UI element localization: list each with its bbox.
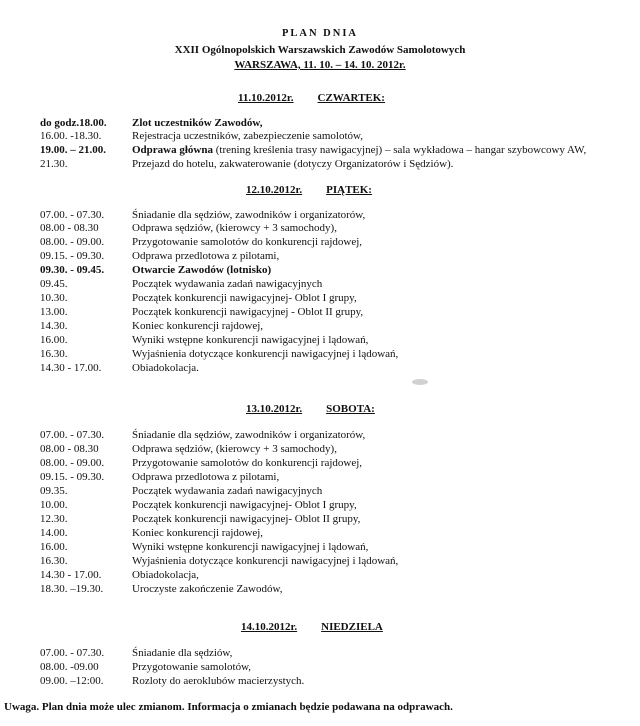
row-time: 13.00.	[40, 306, 68, 318]
schedule-row	[40, 210, 640, 223]
day-date: 12.10.2012r.	[246, 184, 303, 196]
schedule-row	[40, 500, 640, 513]
row-description: Uroczyste zakończenie Zawodów,	[132, 583, 283, 595]
document-subtitle: XXII Ogólnopolskich Warszawskich Zawodów Samolotowych	[174, 44, 466, 56]
schedule-row	[40, 159, 640, 172]
row-description: Wyniki wstępne konkurencji nawigacyjnej i lądowań,	[132, 334, 369, 346]
row-description: Przejazd do hotelu, zakwaterowanie (dotyczy Organizatorów i Sędziów).	[132, 158, 454, 170]
row-description: Rozloty do aeroklubów macierzystych.	[132, 675, 305, 687]
row-time: 07.00. - 07.30.	[40, 647, 105, 659]
row-time: 14.00.	[40, 527, 68, 539]
row-description: Początek konkurencji nawigacyjnej- Oblot I grupy,	[132, 499, 357, 511]
row-time: 16.00.	[40, 334, 68, 346]
row-description: Początek wydawania zadań nawigacyjnych	[132, 485, 323, 497]
row-description-rest: (trening kreślenia trasy nawigacyjnej) – sala wykładowa – hangar szybowcowy AW,	[213, 144, 587, 156]
row-time: 09.45.	[40, 278, 68, 290]
row-time: 08.00. - 09.00.	[40, 236, 105, 248]
row-description: Otwarcie Zawodów (lotnisko)	[132, 264, 272, 276]
day-weekday: SOBOTA:	[326, 403, 375, 415]
row-time: 08.00. - 09.00.	[40, 457, 105, 469]
schedule-row	[40, 570, 640, 583]
row-description: Początek konkurencji nawigacyjnej - Oblot II grupy,	[132, 306, 364, 318]
row-time: 14.30 - 17.00.	[40, 569, 102, 581]
footer-note: Uwaga. Plan dnia może ulec zmianom. Informacja o zmianach będzie podawana na odprawach.	[4, 701, 453, 713]
row-time: 16.30.	[40, 348, 68, 360]
schedule-row	[40, 145, 640, 158]
row-description: Odprawa sędziów, (kierowcy + 3 samochody),	[132, 443, 337, 455]
schedule-row	[40, 556, 640, 569]
row-description: Śniadanie dla sędziów, zawodników i organizatorów,	[132, 429, 366, 441]
row-description: Przygotowanie samolotów do konkurencji rajdowej,	[132, 236, 363, 248]
row-time: 19.00. – 21.00.	[40, 144, 106, 156]
schedule-row	[40, 363, 640, 376]
schedule-row	[40, 472, 640, 485]
schedule-row	[40, 279, 640, 292]
schedule-row	[40, 662, 640, 675]
row-time: 14.30.	[40, 320, 68, 332]
row-description: Śniadanie dla sędziów,	[132, 647, 233, 659]
row-description: Przygotowanie samolotów do konkurencji rajdowej,	[132, 457, 363, 469]
row-description: Rejestracja uczestników, zabezpieczenie samolotów,	[132, 130, 363, 142]
schedule-row	[40, 223, 640, 236]
schedule-row	[40, 265, 640, 278]
schedule-row	[40, 542, 640, 555]
row-description: Odprawa przedlotowa z pilotami,	[132, 471, 280, 483]
row-time: 09.35.	[40, 485, 68, 497]
schedule-row	[40, 648, 640, 661]
schedule-row	[40, 307, 640, 320]
schedule-row	[40, 514, 640, 527]
row-description: Śniadanie dla sędziów, zawodników i organizatorów,	[132, 209, 366, 221]
row-time: 12.30.	[40, 513, 68, 525]
schedule-row	[40, 335, 640, 348]
row-time: 09.30. - 09.45.	[40, 264, 105, 276]
row-description: Początek wydawania zadań nawigacyjnych	[132, 278, 323, 290]
schedule-row	[40, 444, 640, 457]
schedule-row	[40, 458, 640, 471]
schedule-row	[40, 528, 640, 541]
row-description: Wyjaśnienia dotyczące konkurencji nawigacyjnej i lądowań,	[132, 555, 399, 567]
schedule-row	[40, 321, 640, 334]
row-time: 16.30.	[40, 555, 68, 567]
document-title: PLAN DNIA	[281, 28, 359, 39]
scan-smudge	[412, 379, 428, 385]
day-date: 14.10.2012r.	[241, 621, 298, 633]
day-heading-thursday	[238, 93, 385, 104]
row-description: Odprawa przedlotowa z pilotami,	[132, 250, 280, 262]
row-description: Zlot uczestników Zawodów,	[132, 117, 263, 129]
schedule-row	[40, 131, 640, 144]
row-time: 10.30.	[40, 292, 68, 304]
row-time: 16.00. -18.30.	[40, 130, 102, 142]
row-description: Wyjaśnienia dotyczące konkurencji nawigacyjnej i lądowań,	[132, 348, 399, 360]
day-heading-friday	[246, 185, 372, 196]
day-date: 13.10.2012r.	[246, 403, 303, 415]
schedule-row	[40, 349, 640, 362]
row-time: 07.00. - 07.30.	[40, 429, 105, 441]
schedule-row	[40, 237, 640, 250]
row-description: Początek konkurencji nawigacyjnej- Oblot I grupy,	[132, 292, 357, 304]
row-time: 21.30.	[40, 158, 68, 170]
day-heading-sunday	[241, 622, 383, 633]
row-time: 09.15. - 09.30.	[40, 471, 105, 483]
schedule-row	[40, 584, 640, 597]
row-time: 14.30 - 17.00.	[40, 362, 102, 374]
schedule-row	[40, 486, 640, 499]
row-description: Koniec konkurencji rajdowej,	[132, 527, 264, 539]
schedule-row	[40, 251, 640, 264]
schedule-row	[40, 430, 640, 443]
schedule-row	[40, 676, 640, 689]
row-time: 08.00 - 08.30	[40, 443, 99, 455]
schedule-row	[40, 293, 640, 306]
day-weekday: PIĄTEK:	[326, 184, 372, 196]
row-time: 10.00.	[40, 499, 68, 511]
row-time: do godz.18.00.	[40, 117, 107, 129]
row-time: 08.00. -09.00	[40, 661, 99, 673]
row-description: Odprawa główna	[132, 144, 213, 156]
row-time: 07.00. - 07.30.	[40, 209, 105, 221]
row-time: 18.30. –19.30.	[40, 583, 104, 595]
row-time: 16.00.	[40, 541, 68, 553]
row-description: Odprawa sędziów, (kierowcy + 3 samochody),	[132, 222, 337, 234]
row-description: Początek konkurencji nawigacyjnej- Oblot II grupy,	[132, 513, 361, 525]
day-weekday: NIEDZIELA	[321, 621, 383, 633]
day-date: 11.10.2012r.	[238, 92, 294, 104]
row-description: Koniec konkurencji rajdowej,	[132, 320, 264, 332]
row-time: 09.00. –12:00.	[40, 675, 104, 687]
row-time: 08.00 - 08.30	[40, 222, 99, 234]
row-description: Przygotowanie samolotów,	[132, 661, 252, 673]
day-weekday: CZWARTEK:	[317, 92, 385, 104]
row-time: 09.15. - 09.30.	[40, 250, 105, 262]
row-description: Obiadokolacja.	[132, 362, 199, 374]
day-heading-saturday	[246, 404, 375, 415]
row-description: Wyniki wstępne konkurencji nawigacyjnej i lądowań,	[132, 541, 369, 553]
document-date-range: WARSZAWA, 11. 10. – 14. 10. 2012r.	[234, 59, 406, 71]
row-description: Obiadokolacja,	[132, 569, 199, 581]
